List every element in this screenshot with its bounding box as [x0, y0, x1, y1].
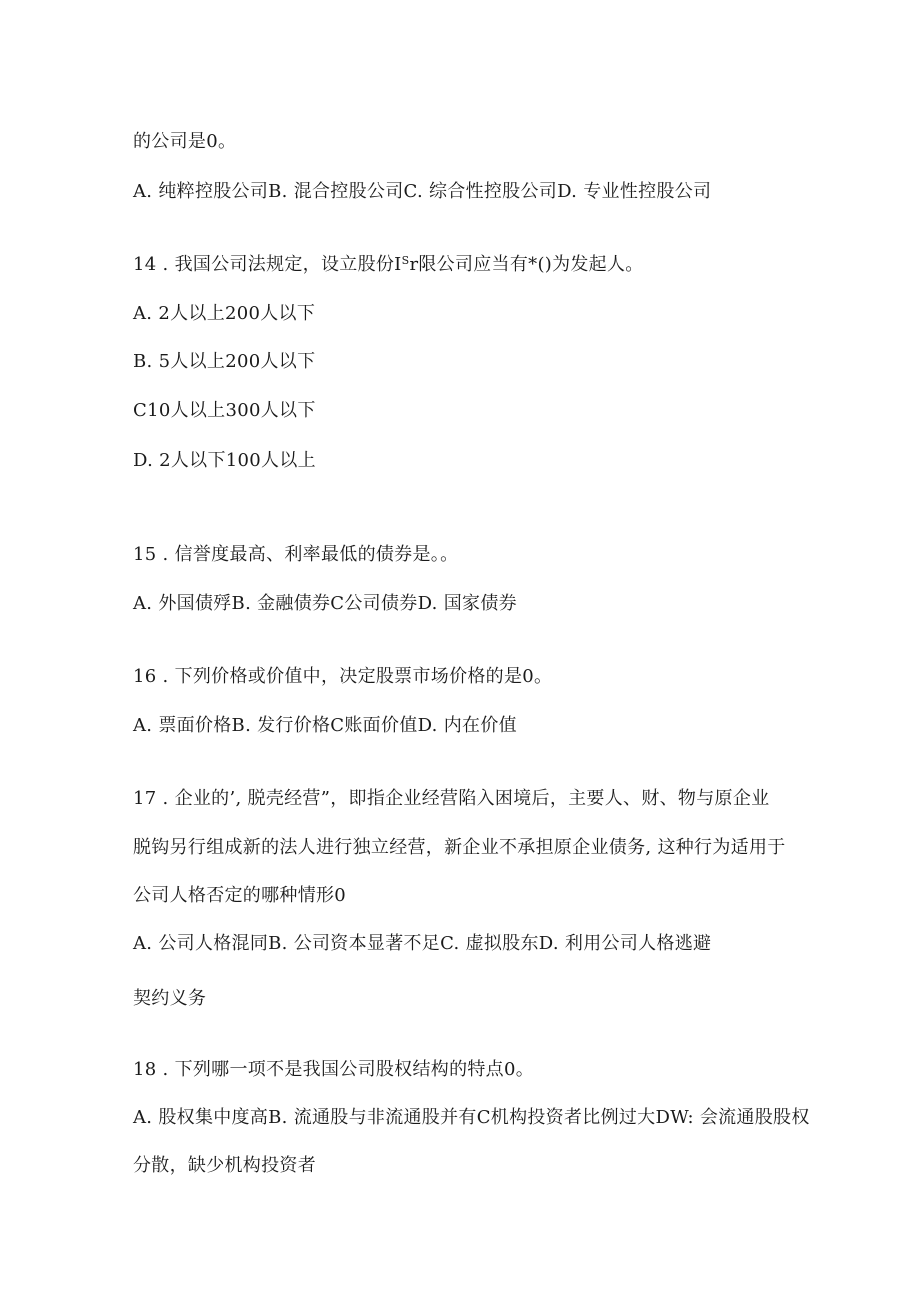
question-14-stem-start: 14 . 我国公司法规定，设立股份I [133, 254, 402, 275]
question-14-option-b: B. 5人以上200人以下 [133, 351, 316, 372]
question-16-options: A. 票面价格B. 发行价格C账面价值D. 内在价值 [133, 715, 517, 736]
question-15-options: A. 外国债殍B. 金融债券C公司债券D. 国家债券 [133, 593, 517, 614]
question-18-options: A. 股权集中度高B. 流通股与非流通股并有C机构投资者比例过大DW: 会流通股股权 [133, 1107, 810, 1128]
question-14-stem-end: r限公司应当有*()为发起人。 [409, 254, 644, 275]
question-17-stem-line3: 公司人格否定的哪种情形0 [133, 885, 347, 906]
question-14-superscript: S [401, 254, 410, 267]
text-line: 的公司是0。 [133, 131, 237, 152]
question-17-stem-line2: 脱钩另行组成新的法人进行独立经营，新企业不承担原企业债务, 这种行为适用于 [133, 837, 786, 858]
question-17-options-cont: 契约义务 [133, 988, 207, 1009]
question-18-options-cont: 分散，缺少机构投资者 [133, 1155, 316, 1176]
question-14-option-c: C10人以上300人以下 [133, 400, 316, 421]
question-14-stem [133, 253, 644, 277]
question-15-stem: 15 . 信誉度最高、利率最低的债券是。。 [133, 544, 459, 565]
question-17-stem-line1: 17 . 企业的’, 脱壳经营”，即指企业经营陷入困境后，主要人、财、物与原企业 [133, 788, 770, 809]
question-17-options: A. 公司人格混同B. 公司资本显著不足C. 虚拟股东D. 利用公司人格逃避 [133, 933, 712, 954]
question-16-stem: 16 . 下列价格或价值中，决定股票市场价格的是0。 [133, 666, 553, 687]
question-18-stem: 18 . 下列哪一项不是我国公司股权结构的特点0。 [133, 1059, 535, 1080]
question-14-option-a: A. 2人以上200人以下 [133, 303, 316, 324]
question-14-option-d: D. 2人以下100人以上 [133, 450, 316, 471]
question-13-options: A. 纯粹控股公司B. 混合控股公司C. 综合性控股公司D. 专业性控股公司 [133, 181, 712, 202]
